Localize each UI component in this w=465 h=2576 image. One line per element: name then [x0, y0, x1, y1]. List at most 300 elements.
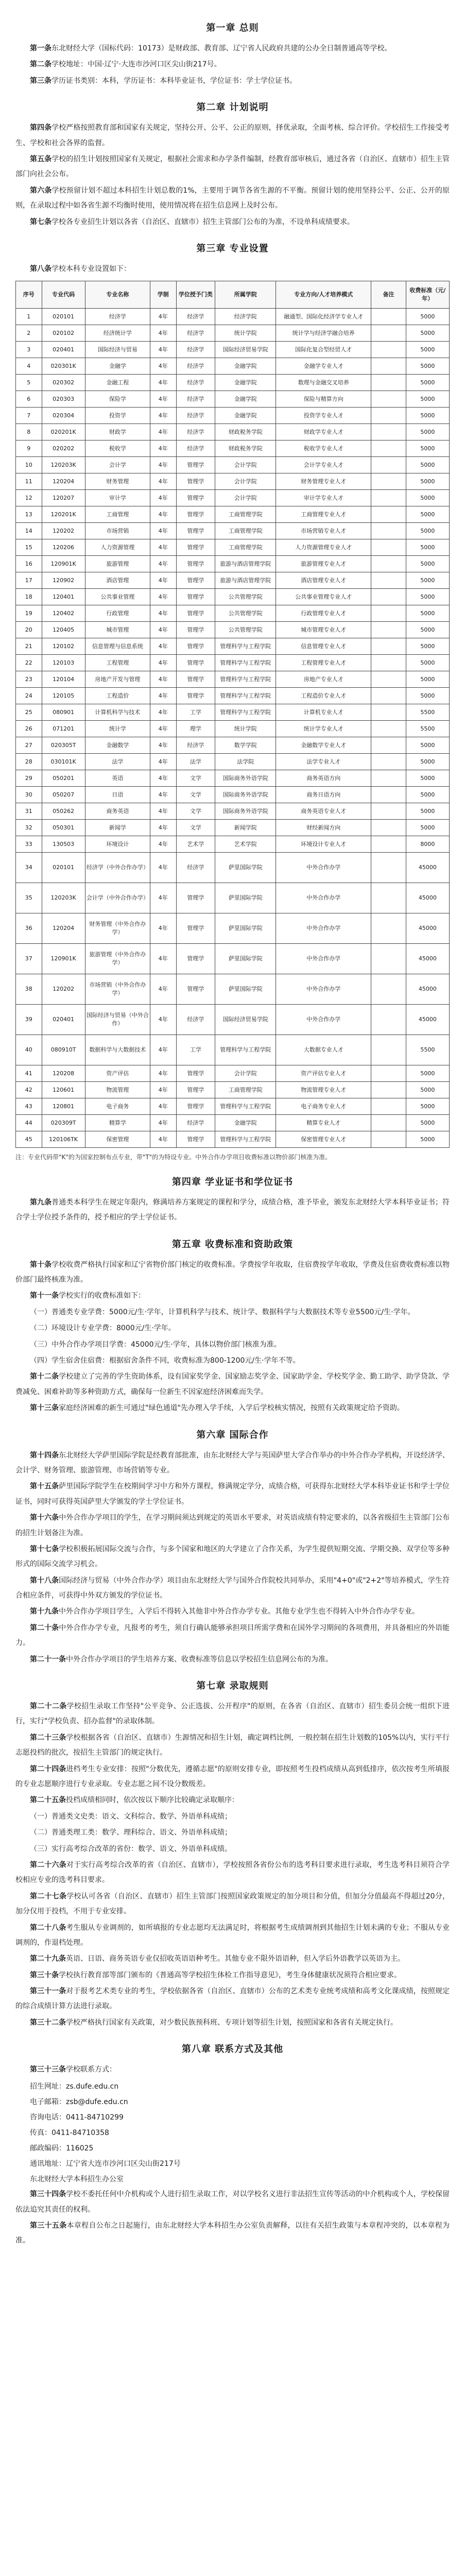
cell-years: 4年 [150, 408, 177, 424]
column-header: 收费标准（元/年） [406, 281, 449, 309]
cell-major: 投资学 [85, 408, 150, 424]
cell-degree: 文学 [176, 803, 215, 820]
article-text: 学校根据各省（自治区、直辖市）生源情况和招生计划，确定调档比例，一般控制在招生计划数的105%以内，实行平行志愿投档的批次，按招生主管部门的规定执行。 [15, 1733, 450, 1757]
cell-code: 120202 [42, 974, 85, 1005]
article [15, 1401, 450, 1416]
cell-years: 4年 [150, 556, 177, 572]
table-row [16, 944, 450, 974]
cell-school: 管理科学与工程学院 [215, 655, 276, 671]
cell-degree: 文学 [176, 787, 215, 803]
contact-postcode: 邮政编码：116025 [30, 2144, 94, 2153]
cell-remark [371, 605, 406, 622]
cell-years: 4年 [150, 974, 177, 1005]
table-row [16, 605, 450, 622]
contact-office: 东北财经大学本科招生办公室 [30, 2175, 124, 2184]
cell-major: 金融学 [85, 358, 150, 375]
article [15, 1195, 450, 1226]
cell-fee: 5000 [406, 506, 449, 523]
cell-index: 44 [16, 1115, 42, 1131]
cell-direction: 会计学专业人才 [276, 457, 371, 473]
cell-code: 120201K [42, 506, 85, 523]
charter-document [15, 0, 450, 2249]
cell-degree: 经济学 [176, 325, 215, 342]
article-number: 第一条 [30, 44, 51, 53]
article-number: 第三十五条 [30, 2222, 67, 2230]
article-text: 学校预留计划不超过本科招生计划总数的1%，主要用于调节各省生源的不平衡。预留计划的使用坚持公平、公正、公开的原则，在录取过程中如各省生源不均衡时使用，使用情况将在招生信息网上及时公布。 [15, 186, 450, 210]
cell-code: 020303 [42, 391, 85, 408]
cell-code: 120206 [42, 539, 85, 556]
cell-years: 4年 [150, 721, 177, 737]
cell-school: 会计学院 [215, 473, 276, 490]
table-body [16, 309, 450, 1148]
cell-school: 公共管理学院 [215, 605, 276, 622]
article-number: 第二十二条 [30, 1702, 67, 1711]
cell-years: 4年 [150, 737, 177, 754]
cell-fee: 5500 [406, 721, 449, 737]
cell-major: 工程造价 [85, 688, 150, 704]
cell-years: 4年 [150, 1131, 177, 1148]
article [15, 1968, 450, 1983]
cell-degree: 管理学 [176, 490, 215, 506]
table-row [16, 309, 450, 325]
cell-school: 管理科学与工程学院 [215, 688, 276, 704]
cell-remark [371, 853, 406, 883]
contact-email[interactable]: 电子邮箱：zsb@dufe.edu.cn [30, 2097, 128, 2106]
cell-degree: 管理学 [176, 605, 215, 622]
article-number: 第十五条 [30, 1482, 59, 1491]
table-row [16, 820, 450, 836]
cell-remark [371, 325, 406, 342]
cell-major: 金融工程 [85, 375, 150, 391]
cell-remark [371, 974, 406, 1005]
cell-direction: 财政学专业人才 [276, 424, 371, 440]
cell-code: 120801 [42, 1098, 85, 1115]
cell-index: 22 [16, 655, 42, 671]
cell-school: 艺术学院 [215, 836, 276, 853]
cell-remark [371, 473, 406, 490]
contact-address: 通讯地址：辽宁省大连市沙河口区尖山街217号 [30, 2160, 181, 2168]
cell-major: 国际经济与贸易（中外合作） [85, 1005, 150, 1035]
cell-code: 120901K [42, 944, 85, 974]
cell-school: 萨里国际学院 [215, 913, 276, 944]
article [15, 1479, 450, 1510]
cell-remark [371, 944, 406, 974]
cell-index: 35 [16, 883, 42, 913]
cell-remark [371, 309, 406, 325]
cell-code: 120102 [42, 638, 85, 655]
cell-years: 4年 [150, 473, 177, 490]
cell-fee: 5000 [406, 1131, 449, 1148]
cell-degree: 管理学 [176, 688, 215, 704]
cell-major: 统计学 [85, 721, 150, 737]
cell-index: 15 [16, 539, 42, 556]
cell-major: 工商管理 [85, 506, 150, 523]
cell-fee: 5000 [406, 589, 449, 605]
cell-school: 金融学院 [215, 1115, 276, 1131]
cell-major: 房地产开发与管理 [85, 671, 150, 688]
cell-major: 物流管理 [85, 1082, 150, 1098]
cell-school: 财政税务学院 [215, 424, 276, 440]
major-table-grid [15, 281, 450, 1148]
cell-index: 9 [16, 440, 42, 457]
cell-major: 旅游管理（中外合作办学） [85, 944, 150, 974]
article-text: （二）环境设计专业学费：8000元/生·学年。 [30, 1324, 176, 1333]
cell-direction: 工程管理专业人才 [276, 655, 371, 671]
table-row [16, 974, 450, 1005]
cell-index: 27 [16, 737, 42, 754]
cell-direction: 统计学与经济学融合培养 [276, 325, 371, 342]
cell-remark [371, 1098, 406, 1115]
cell-code: 080901 [42, 704, 85, 721]
article-text: 学校实行的收费标准如下： [59, 1292, 145, 1300]
cell-index: 37 [16, 944, 42, 974]
article [15, 1511, 450, 1541]
chapter-7-title: 第七章 录取规则 [196, 1681, 269, 1692]
article-text: 对于报考艺术类专业的考生，学校依据各省（自治区、直辖市）公布的艺术类专业统考成绩和高考文化课成绩，按照规定的综合成绩计算方法进行录取。 [15, 1987, 450, 2011]
cell-degree: 管理学 [176, 457, 215, 473]
cell-direction: 市场营销专业人才 [276, 523, 371, 539]
cell-school: 萨里国际学院 [215, 974, 276, 1005]
cell-major: 新闻学 [85, 820, 150, 836]
cell-years: 4年 [150, 1098, 177, 1115]
cell-code: 130503 [42, 836, 85, 853]
article-number: 第三十三条 [30, 2065, 66, 2074]
cell-code: 120405 [42, 622, 85, 638]
cell-remark [371, 721, 406, 737]
cell-index: 18 [16, 589, 42, 605]
cell-school: 会计学院 [215, 1065, 276, 1082]
article-text: 考生服从专业调剂的，如所填报的专业志愿均无法满足时，将根据考生成绩调剂到其他招生计划未满的专业；不服从专业调剂的，作退档处理。 [15, 1923, 450, 1947]
cell-major: 金融数学 [85, 737, 150, 754]
article-number: 第九条 [30, 1198, 52, 1207]
column-header: 序号 [16, 281, 42, 309]
cell-code: 020302 [42, 375, 85, 391]
cell-fee: 45000 [406, 1005, 449, 1035]
contact-fax: 传真：0411-84710358 [30, 2128, 109, 2137]
article [15, 57, 450, 72]
cell-school: 金融学院 [215, 391, 276, 408]
cell-remark [371, 770, 406, 787]
article-number: 第十六条 [30, 1514, 59, 1522]
cell-code: 020301K [42, 358, 85, 375]
cell-fee: 5000 [406, 1098, 449, 1115]
cell-remark [371, 820, 406, 836]
table-row [16, 1131, 450, 1148]
cell-school: 会计学院 [215, 457, 276, 473]
article-text: 学校地址：中国·辽宁·大连市沙河口区尖山街217号。 [51, 60, 221, 69]
article-text: 中外合作办学项目的学生培养方案、收费标准等信息以学校招生信息网公布的为准。 [66, 1655, 333, 1664]
table-row [16, 375, 450, 391]
cell-major: 电子商务 [85, 1098, 150, 1115]
cell-direction: 计算机专业人才 [276, 704, 371, 721]
article [15, 1699, 450, 1730]
cell-fee: 45000 [406, 944, 449, 974]
article-text: 中外合作办学项目学生，入学后不得转入其他非中外合作办学专业。其他专业学生也不得转入中外合作办学专业。 [59, 1607, 419, 1616]
cell-major: 财务管理（中外合作办学） [85, 913, 150, 944]
cell-direction: 中外合作办学 [276, 883, 371, 913]
cell-direction: 财经新闻方向 [276, 820, 371, 836]
cell-code: 120103 [42, 655, 85, 671]
cell-direction: 投资学专业人才 [276, 408, 371, 424]
cell-index: 43 [16, 1098, 42, 1115]
article [15, 1289, 450, 1303]
article-item [15, 1305, 450, 1320]
cell-fee: 5000 [406, 671, 449, 688]
article-text: 学校各专业招生计划以各省（自治区、直辖市）招生主管部门公布的为准，不设单科成绩要求。 [51, 217, 354, 226]
table-row [16, 506, 450, 523]
cell-direction: 资产评估专业人才 [276, 1065, 371, 1082]
cell-index: 38 [16, 974, 42, 1005]
cell-fee: 5000 [406, 342, 449, 358]
article-text: 学校严格按照教育部和国家有关规定，坚持公开、公平、公正的原则，择优录取，全面考核、综合评价。学校招生工作接受考生、学校和社会各界的监督。 [15, 124, 450, 147]
cell-index: 13 [16, 506, 42, 523]
cell-major: 工程管理 [85, 655, 150, 671]
cell-degree: 管理学 [176, 1131, 215, 1148]
article [15, 2187, 450, 2217]
cell-fee: 5000 [406, 490, 449, 506]
cell-remark [371, 358, 406, 375]
table-row [16, 1098, 450, 1115]
article-text: 英语、日语、商务英语专业仅招收英语语种考生。其他专业不限外语语种，但入学后外语教学以英语为主。 [66, 1955, 405, 1963]
cell-code: 020101 [42, 309, 85, 325]
cell-direction: 商务日语方向 [276, 787, 371, 803]
table-row [16, 754, 450, 770]
cell-fee: 5500 [406, 704, 449, 721]
cell-direction: 信息管理专业人才 [276, 638, 371, 655]
cell-code: 020305T [42, 737, 85, 754]
article [15, 1952, 450, 1967]
article-text: 学校认可各省（自治区、直辖市）招生主管部门按照国家政策规定的加分项目和分值，但加分分值最高不得超过20分，加分仅用于投档，不用于专业安排。 [15, 1892, 450, 1916]
cell-code: 120204 [42, 473, 85, 490]
article [15, 2015, 450, 2030]
chapter-6-title: 第六章 国际合作 [196, 1429, 269, 1440]
cell-degree: 管理学 [176, 506, 215, 523]
cell-remark [371, 1035, 406, 1065]
cell-years: 4年 [150, 883, 177, 913]
cell-school: 管理科学与工程学院 [215, 704, 276, 721]
article [15, 1448, 450, 1479]
cell-code: 120105 [42, 688, 85, 704]
article-text: （二）普通类理工类：数学、理科综合、语文、外语单科成绩； [30, 1828, 232, 1837]
cell-years: 4年 [150, 913, 177, 944]
cell-direction: 旅游管理专业人才 [276, 556, 371, 572]
article-number: 第二十五条 [30, 1796, 66, 1805]
cell-code: 071201 [42, 721, 85, 737]
cell-direction: 金融学专业人才 [276, 358, 371, 375]
cell-years: 4年 [150, 342, 177, 358]
chapter-6-body [15, 1448, 450, 1667]
table-row [16, 589, 450, 605]
cell-school: 工商管理学院 [215, 1082, 276, 1098]
table-row [16, 704, 450, 721]
cell-remark [371, 655, 406, 671]
cell-fee: 5000 [406, 408, 449, 424]
article [15, 183, 450, 214]
cell-direction: 工商管理专业人才 [276, 506, 371, 523]
cell-years: 4年 [150, 589, 177, 605]
column-header: 所属学院 [215, 281, 276, 309]
cell-major: 酒店管理 [85, 572, 150, 589]
cell-code: 120203K [42, 883, 85, 913]
article-number: 第二十条 [30, 1623, 59, 1632]
cell-degree: 经济学 [176, 391, 215, 408]
cell-fee: 5000 [406, 523, 449, 539]
cell-index: 36 [16, 913, 42, 944]
cell-degree: 管理学 [176, 523, 215, 539]
article-text: 学校招生录取工作坚持"公平竞争、公正选拔、公开程序"的原则，在各省（自治区、直辖市）招生委员会统一组织下进行，实行"学校负责、招办监督"的录取体制。 [15, 1702, 450, 1726]
cell-remark [371, 440, 406, 457]
cell-fee: 5000 [406, 375, 449, 391]
article [15, 1984, 450, 2014]
article-number: 第十三条 [30, 1404, 59, 1413]
chapter-2-body [15, 121, 450, 230]
cell-degree: 法学 [176, 754, 215, 770]
cell-code: 120902 [42, 572, 85, 589]
cell-degree: 文学 [176, 820, 215, 836]
cell-code: 020401 [42, 342, 85, 358]
cell-school: 国际商务外语学院 [215, 787, 276, 803]
cell-remark [371, 556, 406, 572]
article [15, 262, 450, 277]
cell-fee: 5000 [406, 391, 449, 408]
article [15, 1652, 450, 1667]
cell-years: 4年 [150, 506, 177, 523]
cell-school: 国际经济贸易学院 [215, 1005, 276, 1035]
cell-remark [371, 1115, 406, 1131]
cell-school: 萨里国际学院 [215, 944, 276, 974]
cell-major: 精算学 [85, 1115, 150, 1131]
cell-remark [371, 490, 406, 506]
article-item [15, 1842, 450, 1857]
cell-school: 萨里国际学院 [215, 853, 276, 883]
cell-direction: 行政管理专业人才 [276, 605, 371, 622]
cell-fee: 5000 [406, 1065, 449, 1082]
cell-remark [371, 1131, 406, 1148]
cell-degree: 管理学 [176, 1065, 215, 1082]
cell-school: 公共管理学院 [215, 589, 276, 605]
cell-index: 4 [16, 358, 42, 375]
cell-fee: 5000 [406, 358, 449, 375]
cell-fee: 5500 [406, 1035, 449, 1065]
table-row [16, 424, 450, 440]
cell-direction: 房地产专业人才 [276, 671, 371, 688]
cell-school: 法学院 [215, 754, 276, 770]
cell-direction: 金融数学专业人才 [276, 737, 371, 754]
cell-major: 商务英语 [85, 803, 150, 820]
cell-major: 会计学（中外合作办学） [85, 883, 150, 913]
cell-years: 4年 [150, 457, 177, 473]
cell-years: 4年 [150, 523, 177, 539]
column-header: 学位授予门类 [176, 281, 215, 309]
cell-school: 数学学院 [215, 737, 276, 754]
cell-index: 32 [16, 820, 42, 836]
article-number: 第三十二条 [30, 2018, 66, 2027]
article-number: 第三条 [30, 76, 51, 85]
article-text: 学校积极拓展国际交流与合作，与多个国家和地区的大学建立了合作关系，为学生提供短期交流、学期交换、双学位等多种形式的国际交流学习机会。 [15, 1545, 450, 1569]
cell-index: 11 [16, 473, 42, 490]
article [15, 1542, 450, 1572]
article-number: 第十九条 [30, 1607, 59, 1616]
article-text: 家庭经济困难的新生可通过"绿色通道"先办理入学手续，入学后学校核实情况，按照有关政策规定给予资助。 [59, 1404, 404, 1413]
cell-remark [371, 1005, 406, 1035]
contact-website[interactable]: 招生网址：zs.dufe.edu.cn [30, 2082, 119, 2091]
cell-fee: 5000 [406, 1115, 449, 1131]
table-row [16, 1082, 450, 1098]
cell-school: 国际商务外语学院 [215, 770, 276, 787]
cell-remark [371, 638, 406, 655]
article-text: 东北财经大学（国标代码：10173）是财政部、教育部、辽宁省人民政府共建的公办全日制普通高等学校。 [51, 44, 392, 53]
table-row [16, 836, 450, 853]
cell-years: 4年 [150, 704, 177, 721]
cell-years: 4年 [150, 787, 177, 803]
cell-remark [371, 572, 406, 589]
cell-direction: 公共事业管理专业人才 [276, 589, 371, 605]
cell-direction: 精算专业人才 [276, 1115, 371, 1131]
cell-years: 4年 [150, 836, 177, 853]
table-row [16, 737, 450, 754]
cell-fee: 5000 [406, 424, 449, 440]
cell-direction: 大数据专业人才 [276, 1035, 371, 1065]
article-number: 第二十九条 [30, 1955, 66, 1963]
cell-years: 4年 [150, 671, 177, 688]
cell-direction: 财务管理专业人才 [276, 473, 371, 490]
cell-degree: 经济学 [176, 424, 215, 440]
cell-degree: 管理学 [176, 655, 215, 671]
cell-remark [371, 737, 406, 754]
cell-degree: 管理学 [176, 944, 215, 974]
contact-list [15, 2079, 450, 2188]
table-row [16, 556, 450, 572]
cell-index: 24 [16, 688, 42, 704]
article-item [15, 1321, 450, 1336]
cell-fee: 5000 [406, 325, 449, 342]
article [15, 1921, 450, 1951]
cell-index: 23 [16, 671, 42, 688]
cell-fee: 5000 [406, 309, 449, 325]
table-row [16, 803, 450, 820]
cell-index: 17 [16, 572, 42, 589]
article-text: 学校本科专业设置如下： [51, 264, 131, 273]
cell-remark [371, 688, 406, 704]
cell-direction: 酒店管理专业人才 [276, 572, 371, 589]
cell-years: 4年 [150, 688, 177, 704]
cell-direction: 中外合作办学 [276, 913, 371, 944]
cell-major: 信息管理与信息系统 [85, 638, 150, 655]
table-row [16, 853, 450, 883]
cell-school: 金融学院 [215, 408, 276, 424]
cell-code: 020201K [42, 424, 85, 440]
chapter-1-title: 第一章 总则 [206, 23, 259, 33]
article-number: 第四条 [30, 124, 52, 132]
cell-index: 20 [16, 622, 42, 638]
chapter-5-title: 第五章 收费标准和资助政策 [171, 1239, 294, 1250]
cell-code: 120207 [42, 490, 85, 506]
cell-direction: 中外合作办学 [276, 853, 371, 883]
cell-fee: 5000 [406, 754, 449, 770]
article-text: 学校执行教育部等部门颁布的《普通高等学校招生体检工作指导意见》，考生身体健康状况须符合相应要求。 [59, 1971, 401, 1979]
article-text: （四）学生宿舍住宿费：根据宿舍条件不同，收费标准为800-1200元/生·学年不等。 [30, 1357, 300, 1365]
cell-fee: 5000 [406, 655, 449, 671]
cell-degree: 管理学 [176, 622, 215, 638]
cell-degree: 管理学 [176, 913, 215, 944]
article-number: 第二十七条 [30, 1892, 67, 1901]
cell-direction: 中外合作办学 [276, 1005, 371, 1035]
cell-school: 管理科学与工程学院 [215, 1098, 276, 1115]
cell-code: 120601 [42, 1082, 85, 1098]
article-number: 第十二条 [30, 1372, 59, 1381]
article-text: 中外合作办学专业，凡报考的考生，须自行确认能够承担项目所需学费和在国外学习期间的各项费用，并具备相应的外语能力。 [15, 1623, 450, 1648]
cell-direction: 城市管理专业人才 [276, 622, 371, 638]
